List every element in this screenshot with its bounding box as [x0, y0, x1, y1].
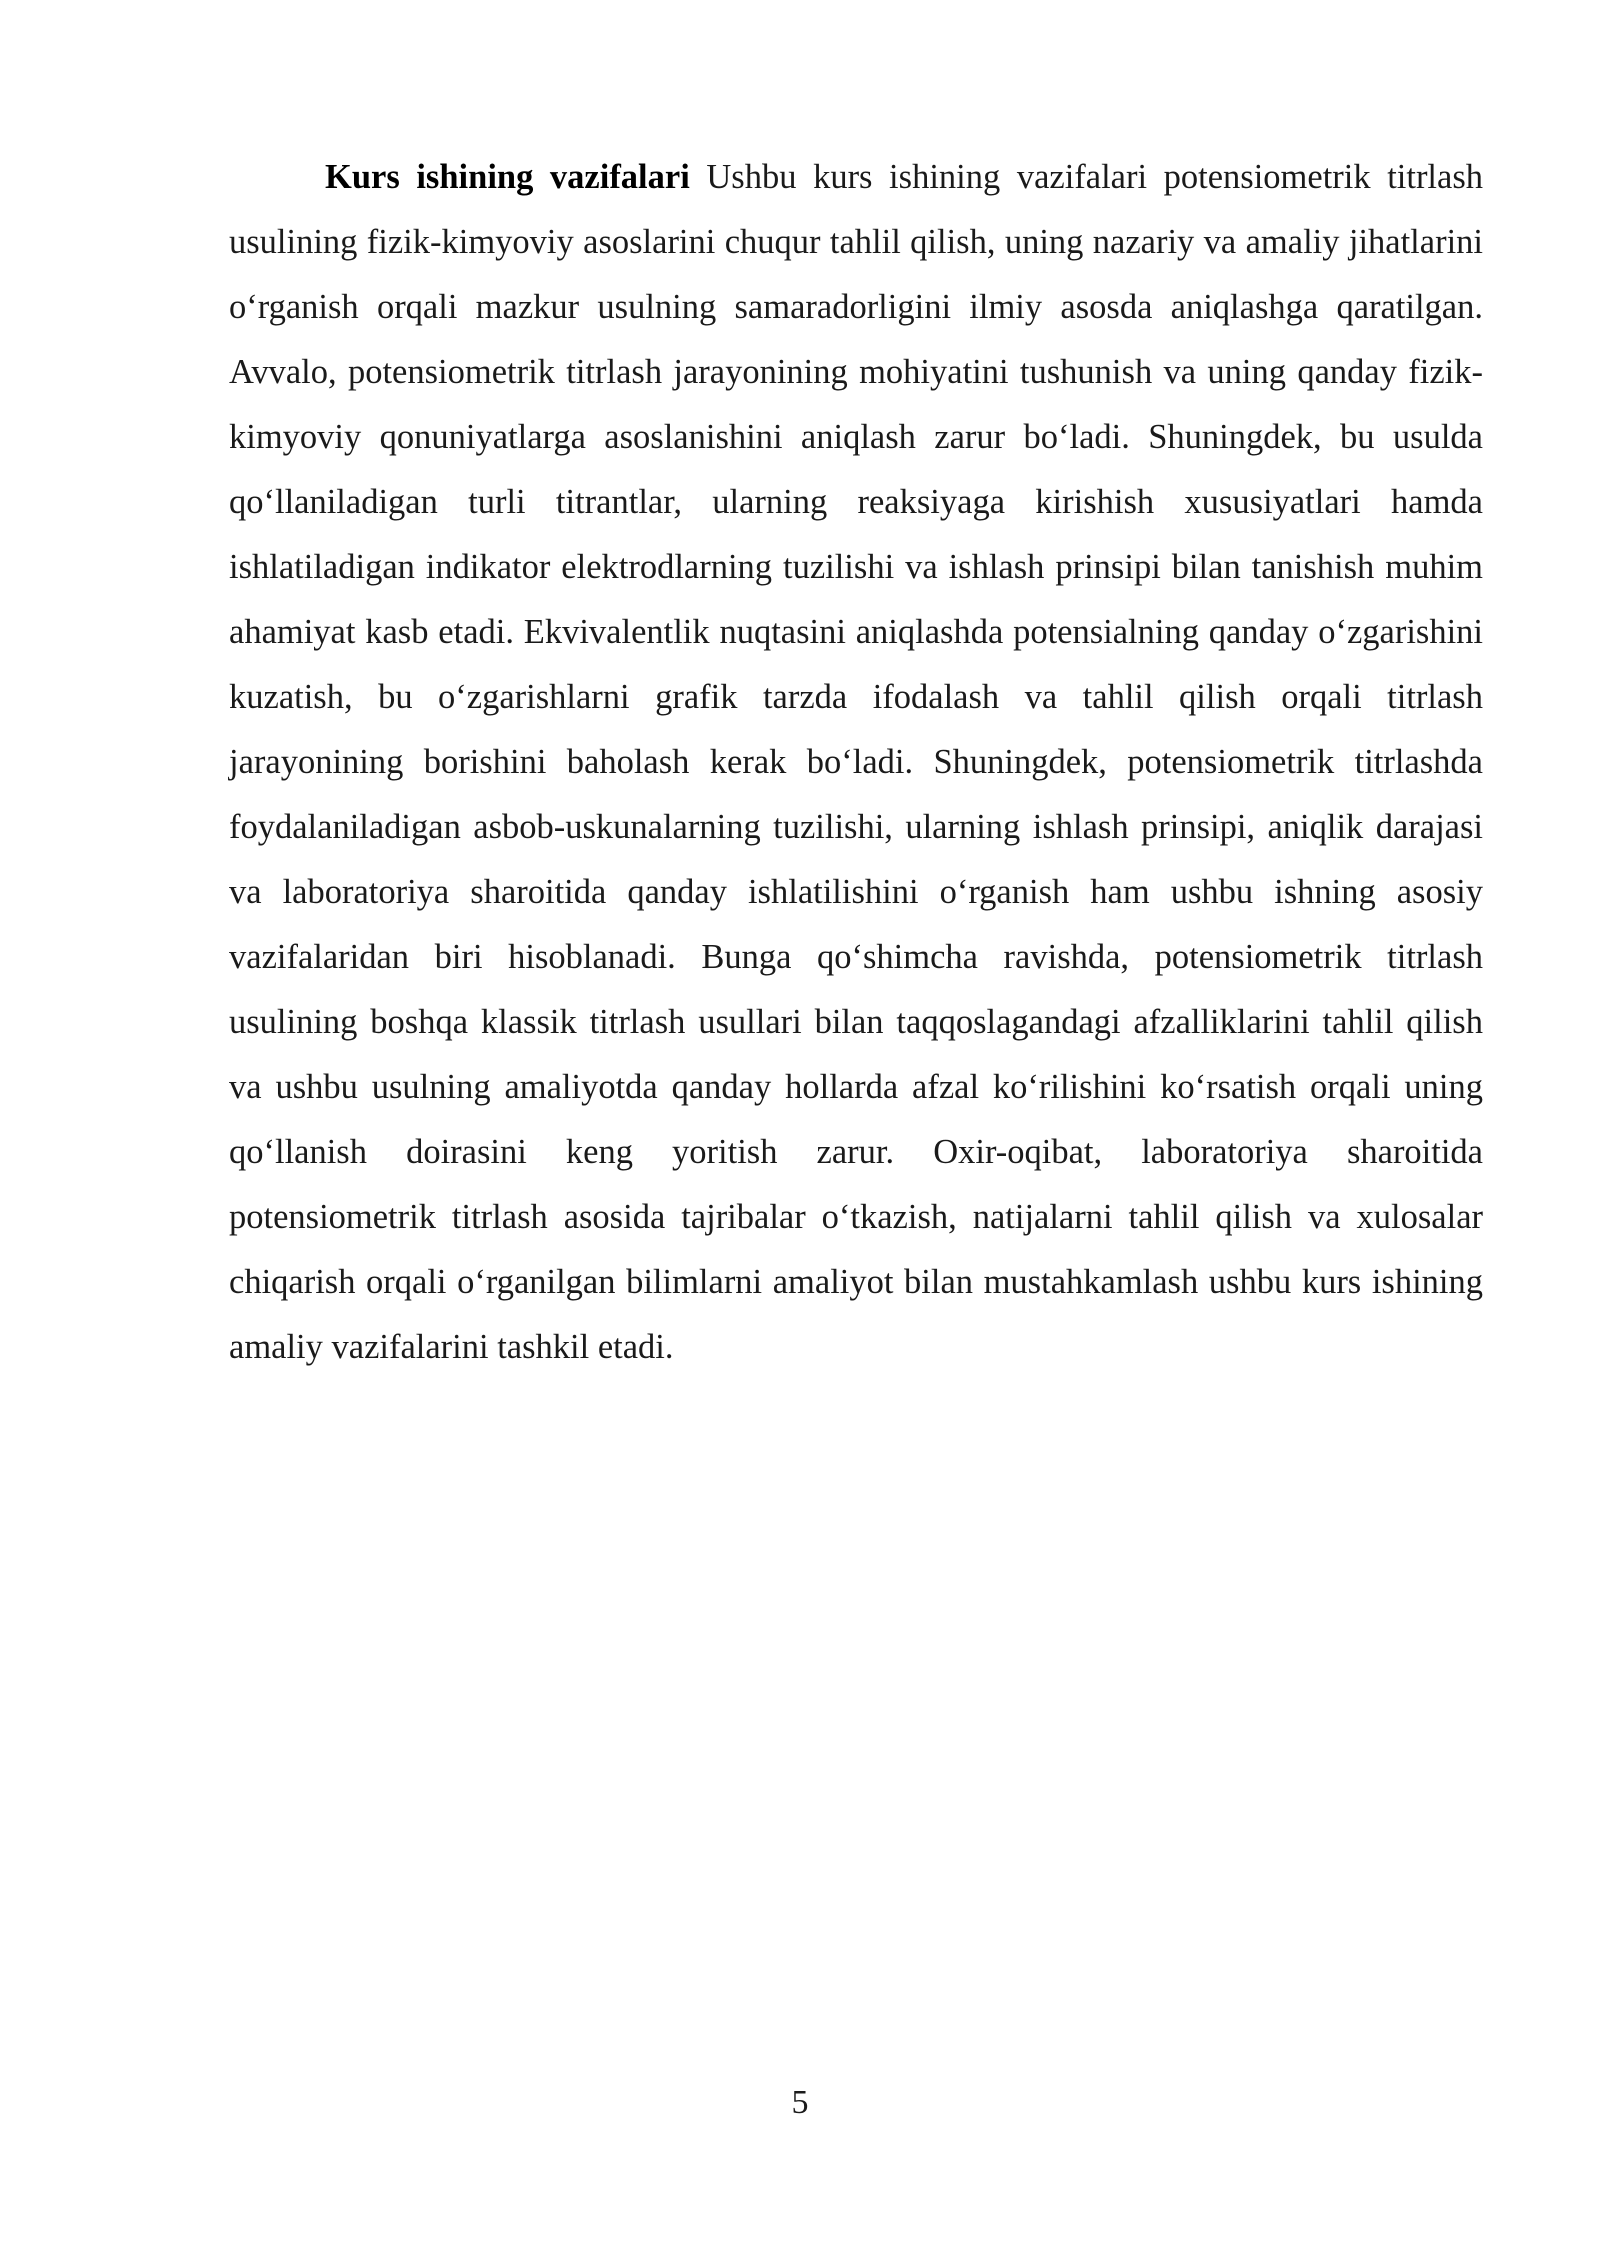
- body-paragraph: [229, 145, 1483, 1380]
- section-heading: Kurs ishining vazifalari: [325, 158, 690, 196]
- paragraph-text: Ushbu kurs ishining vazifalari potensiometrik titrlash usulining fizik-kimyoviy asoslarini chuqur tahlil qilish, uning nazariy va amaliy jihatlarini o‘rganish orqali mazkur usulning samaradorligini ilmiy asosda aniqlashga qaratilgan. Avvalo, potensiometrik titrlash jarayonining mohiyatini tushunish va uning qanday fizik-kimyoviy qonuniyatlarga asoslanishini aniqlash zarur bo‘ladi. Shuningdek, bu usulda qo‘llaniladigan turli titrantlar, ularning reaksiyaga kirishish xususiyatlari hamda ishlatiladigan indikator elektrodlarning tuzilishi va ishlash prinsipi bilan tanishish muhim ahamiyat kasb etadi. Ekvivalentlik nuqtasini aniqlashda potensialning qanday o‘zgarishini kuzatish, bu o‘zgarishlarni grafik tarzda ifodalash va tahlil qilish orqali titrlash jarayonining borishini baholash kerak bo‘ladi. Shuningdek, potensiometrik titrlashda foydalaniladigan asbob-uskunalarning tuzilishi, ularning ishlash prinsipi, aniqlik darajasi va laboratoriya sharoitida qanday ishlatilishini o‘rganish ham ushbu ishning asosiy vazifalaridan biri hisoblanadi. Bunga qo‘shimcha ravishda, potensiometrik titrlash usulining boshqa klassik titrlash usullari bilan taqqoslagandagi afzalliklarini tahlil qilish va ushbu usulning amaliyotda qanday hollarda afzal ko‘rilishini ko‘rsatish orqali uning qo‘llanish doirasini keng yoritish zarur. Oxir-oqibat, laboratoriya sharoitida potensiometrik titrlash asosida tajribalar o‘tkazish, natijalarni tahlil qilish va xulosalar chiqarish orqali o‘rganilgan bilimlarni amaliyot bilan mustahkamlash ushbu kurs ishining amaliy vazifalarini tashkil etadi.: [229, 158, 1484, 1366]
- page-number: 5: [791, 2084, 809, 2121]
